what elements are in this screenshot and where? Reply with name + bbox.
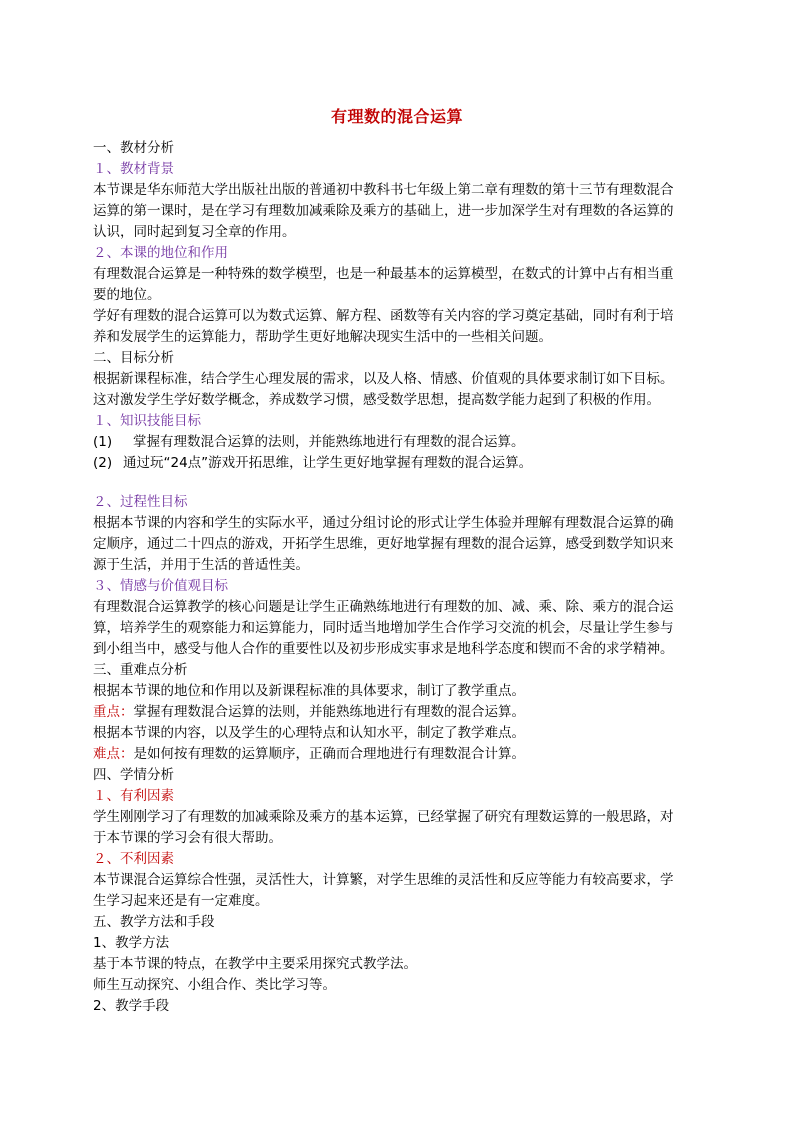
section-heading-3: 三、重难点分析 — [93, 662, 188, 678]
paragraph-line: 养和发展学生的运算能力，帮助学生更好地解决现实生活中的一些相关问题。 — [93, 329, 552, 345]
paragraph-line: 根据本节课的内容，以及学生的心理特点和认知水平，制定了教学难点。 — [93, 725, 525, 741]
difficulty-line — [93, 744, 705, 765]
key-point-line — [93, 702, 705, 723]
list-item-number: (2) — [93, 455, 113, 471]
list-item-number: (1) — [93, 434, 113, 450]
paragraph-line: 源于生活，并用于生活的普适性美。 — [93, 557, 309, 573]
subheading-emotion-goals: ３、情感与价值观目标 — [93, 578, 228, 594]
section-heading-2: 二、目标分析 — [93, 350, 174, 366]
paragraph-line: 这对激发学生学好数学概念，养成数学习惯，感受数学思想，提高数学能力起到了积极的作用。 — [93, 392, 660, 408]
paragraph-line: 运算的第一课时，是在学习有理数加减乘除及乘方的基础上，进一步加深学生对有理数的各运算的 — [93, 203, 674, 219]
list-item-text: 掌握有理数混合运算的法则，并能熟练地进行有理数的混合运算。 — [133, 434, 525, 450]
list-item — [93, 432, 705, 453]
paragraph-line: 本节课是华东师范大学出版社出版的普通初中教科书七年级上第二章有理数的第十三节有理数混合 — [93, 182, 674, 198]
difficulty-label: 难点： — [93, 746, 134, 762]
subheading-methods: 1、教学方法 — [93, 935, 170, 951]
list-item-text: 通过玩“24点”游戏开拓思维，让学生更好地掌握有理数的混合运算。 — [123, 455, 533, 471]
paragraph-line: 生学习起来还是有一定难度。 — [93, 893, 269, 909]
paragraph-line: 于本节课的学习会有很大帮助。 — [93, 830, 282, 846]
section-heading-5: 五、教学方法和手段 — [93, 914, 215, 930]
paragraph-line: 有理数混合运算教学的核心问题是让学生正确熟练地进行有理数的加、减、乘、除、乘方的混合运 — [93, 599, 674, 615]
section-heading-1: 一、教材分析 — [93, 140, 174, 156]
paragraph-line: 根据新课程标准，结合学生心理发展的需求，以及人格、情感、价值观的具体要求制订如下目标。 — [93, 371, 674, 387]
section-heading-4: 四、学情分析 — [93, 767, 174, 783]
subheading-favorable: １、有利因素 — [93, 788, 174, 804]
subheading-means: 2、教学手段 — [93, 998, 170, 1014]
paragraph-line: 有理数混合运算是一种特殊的数学模型，也是一种最基本的运算模型，在数式的计算中占有相当重 — [93, 266, 674, 282]
paragraph-line: 根据本节课的内容和学生的实际水平，通过分组讨论的形式让学生体验并理解有理数混合运算的确 — [93, 515, 674, 531]
paragraph-line: 师生互动探究、小组合作、类比学习等。 — [93, 977, 336, 993]
subheading-unfavorable: ２、不利因素 — [93, 851, 174, 867]
paragraph-line: 学生刚刚学习了有理数的加减乘除及乘方的基本运算，已经掌握了研究有理数运算的一般思路，对 — [93, 809, 674, 825]
subheading-knowledge-goals: １、知识技能目标 — [93, 413, 201, 429]
subheading-role: ２、本课的地位和作用 — [93, 245, 228, 261]
paragraph-line: 要的地位。 — [93, 287, 161, 303]
paragraph-line: 学好有理数的混合运算可以为数式运算、解方程、函数等有关内容的学习奠定基础，同时有利于培 — [93, 308, 674, 324]
page-title: 有理数的混合运算 — [330, 107, 463, 126]
paragraph-line: 根据本节课的地位和作用以及新课程标准的具体要求，制订了教学重点。 — [93, 683, 525, 699]
paragraph-line: 到小组当中，感受与他人合作的重要性以及初步形成实事求是地科学态度和锲而不舍的求学精神。 — [93, 641, 674, 657]
paragraph-line: 算，培养学生的观察能力和运算能力，同时适当地增加学生合作学习交流的机会，尽量让学生参与 — [93, 620, 674, 636]
key-point-text: 掌握有理数混合运算的法则，并能熟练地进行有理数的混合运算。 — [133, 704, 525, 720]
paragraph-line: 认识，同时起到复习全章的作用。 — [93, 224, 296, 240]
paragraph-line: 本节课混合运算综合性强，灵活性大，计算繁，对学生思维的灵活性和反应等能力有较高要求，学 — [93, 872, 674, 888]
paragraph-line: 定顺序，通过二十四点的游戏，开拓学生思维，更好地掌握有理数的混合运算，感受到数学知识来 — [93, 536, 674, 552]
paragraph-line: 基于本节课的特点，在教学中主要采用探究式教学法。 — [93, 956, 417, 972]
list-item — [93, 453, 705, 474]
difficulty-text: 是如何按有理数的运算顺序，正确而合理地进行有理数混合计算。 — [133, 746, 525, 762]
key-point-label: 重点： — [93, 704, 134, 720]
subheading-process-goals: ２、过程性目标 — [93, 494, 188, 510]
subheading-background: １、教材背景 — [93, 161, 174, 177]
